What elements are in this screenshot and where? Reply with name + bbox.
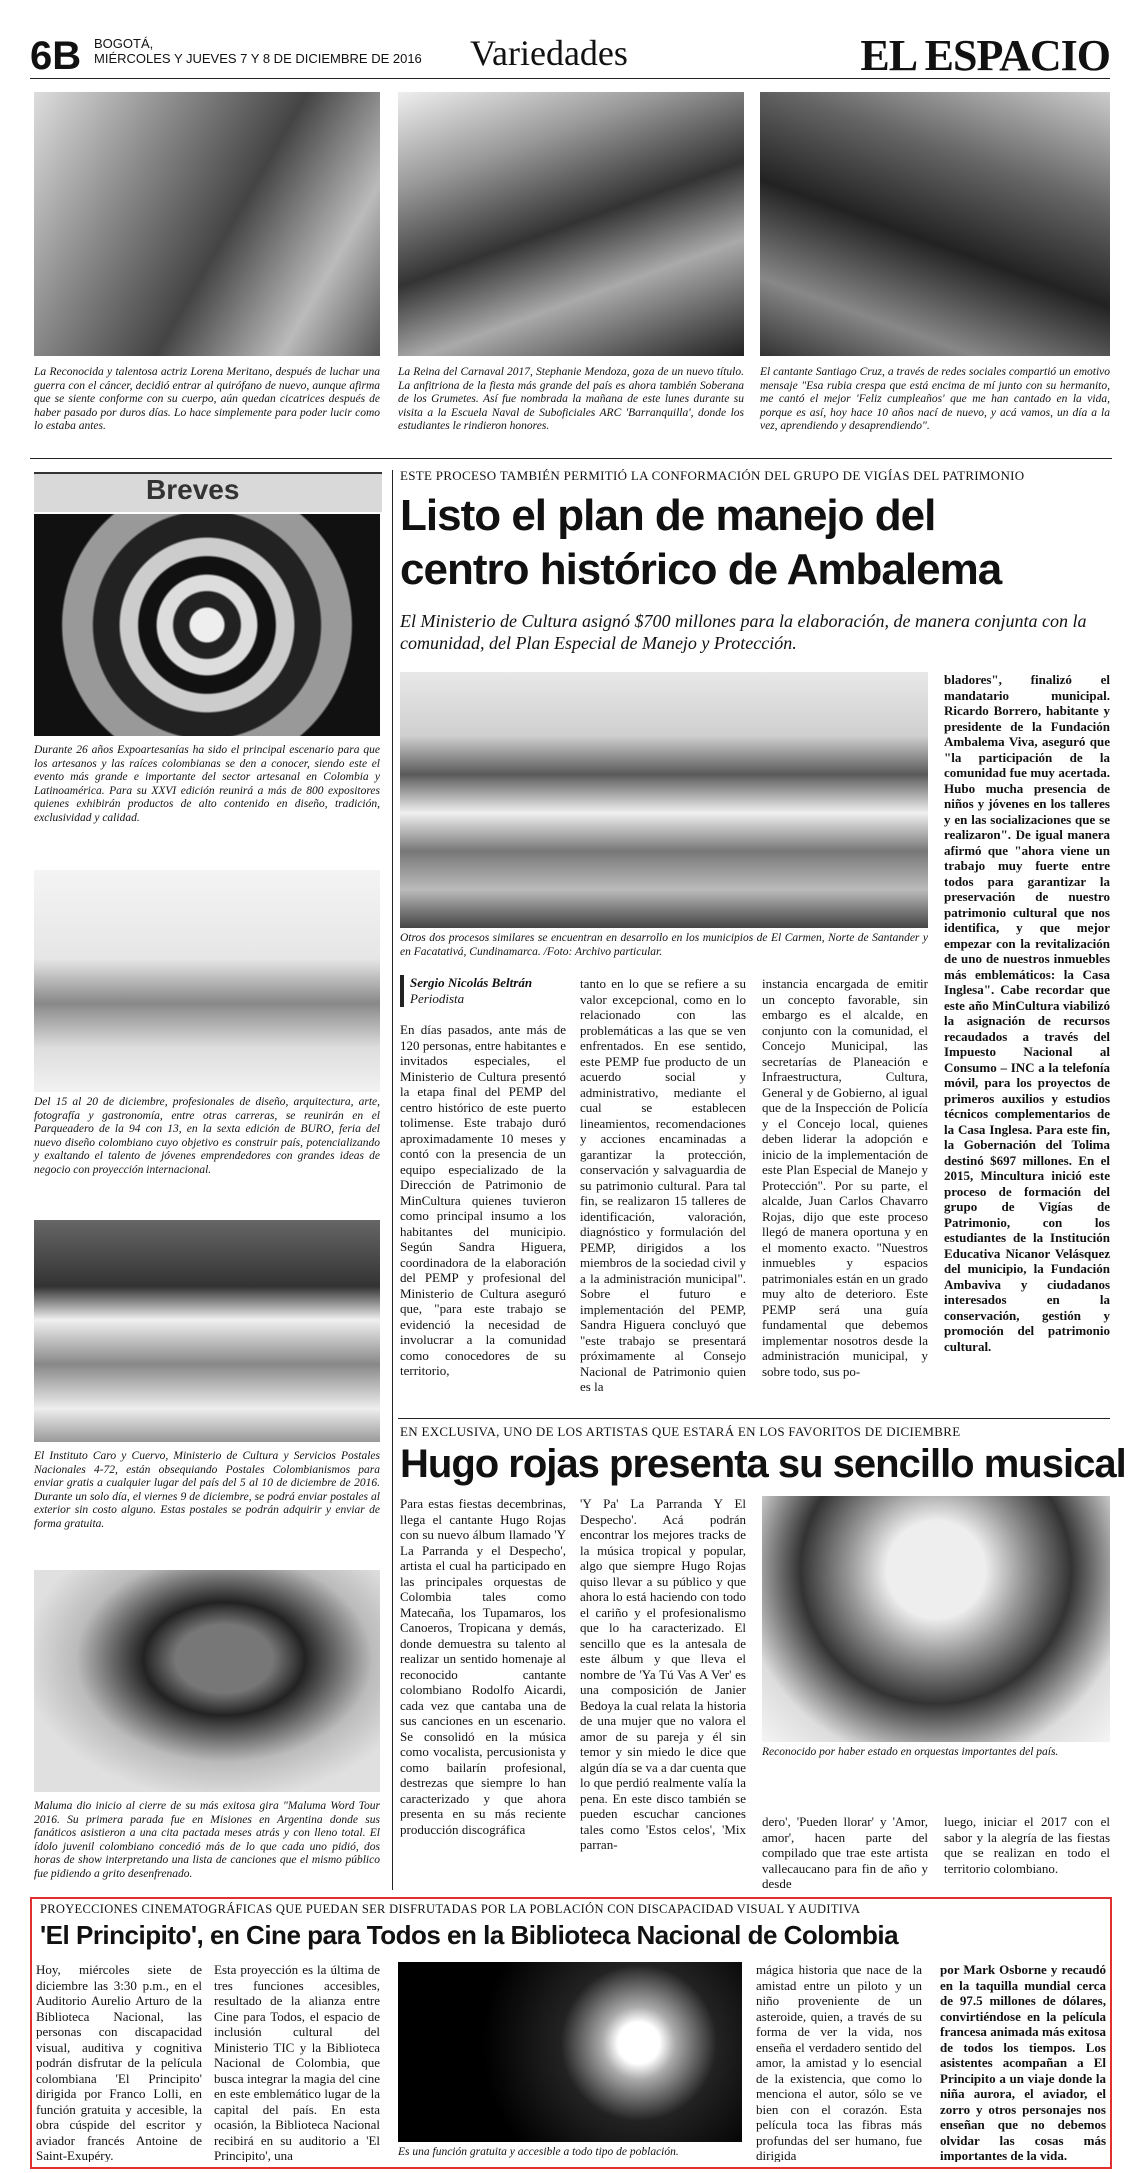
ambalema-column-4: bladores", finalizó el mandatario municipal. Ricardo Borrero, habitante y presidente de la Fundación Ambalema Viva, aseguró que "la participación de la comunidad fue muy acertada. Hubo mucha presencia de niños y jóvenes en los talleres y en las socializaciones que se realizaron". De igual manera afirmó que "ahora viene un trabajo muy fuerte entre todos para garantizar la preservación de nuestro patrimonio cultural que nos identifica, y que mejor empezar con la revitalización de uno de nuestros inmuebles más emblemáticos: la Casa Inglesa". Cabe recordar que este año MinCultura viabilizó la asignación de recursos recaudados a través del Impuesto Nacional al Consumo – INC a la telefonía móvil, para los proyectos de primeros auxilios y estudios técnicos complementarios de la Casa Inglesa. Para este fin, la Gobernación del Tolima destinó $697 millones. En el 2015, Mincultura inició este proceso de formación del grupo de Vigías de Patrimonio, con los estudiantes de la Institución Educativa Nicanor Velásquez del municipio, la Fundación Ambaviva y ciudadanos interesados en la conservación, gestión y promoción del patrimonio cultural. — [944, 672, 1110, 1354]
hugo-column-4: luego, iniciar el 2017 con el sabor y la alegría de las fiestas que se realizan en todo el territorio colombiano. — [944, 1814, 1110, 1876]
ambalema-headline-line1: Listo el plan de manejo del — [400, 491, 936, 540]
photo-santiago-cruz — [760, 92, 1110, 356]
photo-instituto-caro-cuervo — [34, 1220, 380, 1442]
page-header — [30, 30, 1110, 79]
top-divider — [30, 458, 1112, 459]
breves-divider — [392, 470, 393, 1890]
caption-el-principito: Es una función gratuita y accesible a todo tipo de población. — [398, 2146, 679, 2158]
ambalema-headline-line2: centro histórico de Ambalema — [400, 545, 1002, 594]
ambalema-column-1: En días pasados, ante más de 120 personas, entre habitantes e invitados especiales, el Ministerio de Cultura presentó la etapa final del PEMP del centro histórico de este puerto tolimense. Este trabajo duró aproximadamente 10 meses y contó con la presencia de un equipo especializado de la Dirección de Patrimonio de MinCultura quienes tuvieron como principal insumo a los habitantes del municipio. Según Sandra Higuera, coordinadora de la elaboración del PEMP y profesional del Ministerio de Cultura aseguró que, "para este trabajo se evidenció la necesidad de involucrar a la comunidad como conocedores de su territorio, — [400, 1022, 566, 1378]
photo-ambalema-centro-historico — [400, 672, 928, 928]
principito-column-4: por Mark Osborne y recaudó en la taquilla mundial cerca de 97.5 millones de dólares, convirtiéndose en la película francesa animada más exitosa de todos los tiempos. Los asistentes acompañan a El Principito a un viaje donde la niña aurora, el aviador, el zorro y otros personajes nos enseñan que no debemos olvidar las cosas más importantes de la vida. — [940, 1962, 1106, 2162]
ambalema-byline — [400, 975, 570, 1007]
caption-santiago-cruz: El cantante Santiago Cruz, a través de redes sociales compartió un emotivo mensaje "Esa rubia crespa que está encima de mí junto con su hermanito, me cantó el mejor 'Feliz cumpleaños' que me han cantado en la vida, porque es así, hoy hace 10 años nací de nuevo, y acá vamos, un día a la vez, aprendiendo y desaprendiendo". — [760, 366, 1110, 432]
caption-stephanie-mendoza: La Reina del Carnaval 2017, Stephanie Mendoza, goza de un nuevo título. La anfitriona de la fiesta más grande del país es ahora también Soberana de los Grumetes. Así fue nombrada la mañana de este lunes durante su visita a la Escuela Naval de Suboficiales ARC 'Barranquilla', donde los estudiantes le rindieron honores. — [398, 366, 744, 432]
caption-buro-feria: Del 15 al 20 de diciembre, profesionales de diseño, arquitectura, arte, fotografía y gastronomía, entre otras carreras, se reunirán en el Parqueadero de la 94 con 13, en la sexta edición de BURO, feria del nuevo diseño colombiano cuyo objetivo es construir país, potencializando y exaltando el talento de jóvenes emprendedores con grandes ideas de negocio con proyección internacional. — [34, 1096, 380, 1176]
photo-el-principito — [398, 1962, 742, 2142]
page-number: 6B — [30, 34, 82, 78]
photo-hugo-rojas — [762, 1496, 1110, 1742]
principito-column-3: mágica historia que nace de la amistad entre un piloto y un niño proveniente de un asteroide, quien, a través de su forma de ver la vida, nos enseña el verdadero sentido del amor, la amistad y lo esencial de la existencia, que como lo menciona el autor, sólo se ve bien con el corazón. Esta película toca las fibras más profundas del ser humano, fue dirigida — [756, 1962, 922, 2162]
hugo-column-2: 'Y Pa' La Parranda Y El Despecho'. Acá podrán encontrar los mejores tracks de la música tropical y popular, algo que siempre Hugo Rojas quiso llevar a su público y que ahora lo está haciendo con todo el cariño y el profesionalismo que lo ha caracterizado. El sencillo que es la antesala de este álbum y que lleva el nombre de 'Ya Tú Vas A Ver' es una composición de Janier Bedoya la cual relata la historia de una mujer que no valora el amor de su pareja y él sin temor y sin miedo le dice que algún día se va a dar cuenta que lo que perdió realmente valía la pena. En este disco también se pueden escuchar canciones tales como 'Estos celos', 'Mix parran- — [580, 1496, 746, 1852]
breves-title: Breves — [146, 474, 240, 505]
ambalema-column-3: instancia encargada de emitir un concepto favorable, sin embargo es el alcalde, en conjunto con la comunidad, el Concejo Municipal, las secretarías de Planeación e Infraestructura, Cultura, General y de Gobierno, al igual que de la Inspección de Policía y el Concejo local, quienes deben liderar la adopción e inicio de la implementación de este Plan Especial de Manejo y Protección". Por su parte, el alcalde, Juan Carlos Chavarro Rojas, dijo que este proceso llegó de manera oportuna y en el momento exacto. "Nuestros inmuebles y espacios patrimoniales están en un grado muy alto de deterioro. Este PEMP será una guía fundamental que debemos implementar nosotros desde la administración municipal, y sobre todo, sus po- — [762, 976, 928, 1379]
ambalema-kicker: ESTE PROCESO TAMBIÉN PERMITIÓ LA CONFORMACIÓN DEL GRUPO DE VIGÍAS DEL PATRIMONIO — [400, 468, 1025, 483]
byline-name: Sergio Nicolás Beltrán — [410, 975, 533, 990]
caption-lorena-meritano: La Reconocida y talentosa actriz Lorena Meritano, después de luchar una guerra con el cáncer, decidió entrar al quirófano de nuevo, aunque afirma que se siente conforme con su cuerpo, aún quedan cicatrices después de haber pasado por duros días. Lo hace simplemente para poder lucir como lo estaba antes. — [34, 366, 380, 432]
principito-column-1: Hoy, miércoles siete de diciembre las 3:30 p.m., en el Auditorio Aurelio Arturo de la Biblioteca Nacional, las personas con discapacidad visual, auditiva y cognitiva podrán disfrutar de la película colombiana 'El Principito' dirigida por Franco Lolli, en función gratuita y accesible, la obra cúspide del escritor y aviador francés Antoine de Saint-Exupéry. — [36, 1962, 202, 2162]
newspaper-logo: EL ESPACIO — [860, 31, 1110, 80]
ambalema-deck: El Ministerio de Cultura asignó $700 millones para la elaboración, de manera conjunta con la comunidad, del Plan Especial de Manejo y Protección. — [400, 611, 1087, 653]
ambalema-divider — [398, 1418, 1110, 1419]
city: BOGOTÁ, — [94, 36, 154, 51]
byline-role: Periodista — [410, 991, 465, 1006]
photo-lorena-meritano — [34, 92, 380, 356]
caption-instituto-caro-cuervo: El Instituto Caro y Cuervo, Ministerio de Cultura y Servicios Postales Nacionales 4-72, están obsequiando Postales Colombianismos para enviar gratis a cualquier lugar del país del 5 al 10 de diciembre de 2016. Durante un solo día, el viernes 9 de diciembre, se podrá enviar postales al exterior sin costo alguno. Estas postales se podrán adquirir y enviar de forma gratuita. — [34, 1450, 380, 1530]
principito-headline: 'El Principito', en Cine para Todos en la Biblioteca Nacional de Colombia — [40, 1920, 899, 1950]
hugo-kicker: EN EXCLUSIVA, UNO DE LOS ARTISTAS QUE ESTARÁ EN LOS FAVORITOS DE DICIEMBRE — [400, 1424, 961, 1439]
photo-stephanie-mendoza — [398, 92, 744, 356]
photo-buro-feria — [34, 870, 380, 1092]
caption-maluma: Maluma dio inicio al cierre de su más exitosa gira "Maluma Word Tour 2016. Su primera parada fue en Misiones en Argentina donde sus fanáticos asistieron a una cita pactada meses atrás y con lleno total. El ídolo juvenil colombiano concedió más de lo que cada uno pidió, dos horas de show interpretando una lista de canciones que el mismo público fue pidiendo a grito desenfrenado. — [34, 1800, 380, 1880]
caption-expoartesanias: Durante 26 años Expoartesanías ha sido el principal escenario para que los artesanos y las raíces colombianas se den a conocer, siendo este el evento más grande e importante del sector artesanal en Colombia y Latinoamérica. Para su XXVI edición reunirá a más de 800 expositores quienes exhibirán productos de alto contenido en diseño, tradición, exclusividad y calidad. — [34, 744, 380, 824]
hugo-column-1: Para estas fiestas decembrinas, llega el cantante Hugo Rojas con su nuevo álbum llamado 'Y La Parranda y el Despecho', artista el cual ha participado en las principales orquestas de Colombia tales como Matecaña, los Tupamaros, los Canoeros, Tropicana y demás, donde demuestra su talento al realizar un sentido homenaje al reconocido cantante colombiano Rodolfo Aicardi, cada vez que cantaba una de sus canciones en un escenario. Se consolidó en la música como vocalista, percusionista y como bailarín profesional, destrezas que siempre lo han caracterizado y que ahora presenta en su más reciente producción discográfica — [400, 1496, 566, 1837]
ambalema-column-2: tanto en lo que se refiere a su valor excepcional, como en lo relacionado con las problemáticas a las que se ven enfrentados. En ese sentido, este PEMP fue producto de un acuerdo social y administrativo, mediante el cual se establecen lineamientos, recomendaciones y acciones encaminadas a garantizar la protección, conservación y salvaguardia de su patrimonio cultural. Para tal fin, se realizaron 15 talleres de identificación, valoración, diagnóstico y formulación del PEMP, dirigidos a los miembros de la sociedad civil y a la administración municipal". Sobre el futuro e implementación del PEMP, Sandra Higuera concluyó que "este trabajo se presentará próximamente al Consejo Nacional de Patrimonio quien es la — [580, 976, 746, 1394]
dateline — [94, 36, 422, 66]
hugo-headline: Hugo rojas presenta su sencillo musical — [400, 1442, 1126, 1486]
breves-header — [34, 472, 382, 512]
photo-maluma — [34, 1570, 380, 1792]
principito-column-2: Esta proyección es la última de tres funciones accesibles, resultado de la alianza entre Cine para Todos, el espacio de inclusión cultural del Ministerio TIC y la Biblioteca Nacional de Colombia, que busca integrar la magia del cine en este emblemático lugar de la capital del país. En esta ocasión, la Biblioteca Nacional recibirá en su auditorio a 'El Principito', una — [214, 1962, 380, 2162]
date: MIÉRCOLES Y JUEVES 7 Y 8 DE DICIEMBRE DE 2016 — [94, 51, 422, 66]
caption-hugo-rojas: Reconocido por haber estado en orquestas importantes del país. — [762, 1746, 1059, 1758]
section-title: Variedades — [470, 33, 628, 73]
photo-expoartesanias — [34, 514, 380, 736]
hugo-column-3: dero', 'Pueden llorar' y 'Amor, amor', hacen parte del compilado que trae este artista vallecaucano para fin de año y desde — [762, 1814, 928, 1890]
caption-ambalema-photo: Otros dos procesos similares se encuentran en desarrollo en los municipios de El Carmen, Norte de Santander y en Facatativá, Cundinamarca. /Foto: Archivo particular. — [400, 932, 928, 958]
principito-kicker: PROYECCIONES CINEMATOGRÁFICAS QUE PUEDAN SER DISFRUTADAS POR LA POBLACIÓN CON DISCAPACIDAD VISUAL Y AUDITIVA — [40, 1902, 861, 1916]
